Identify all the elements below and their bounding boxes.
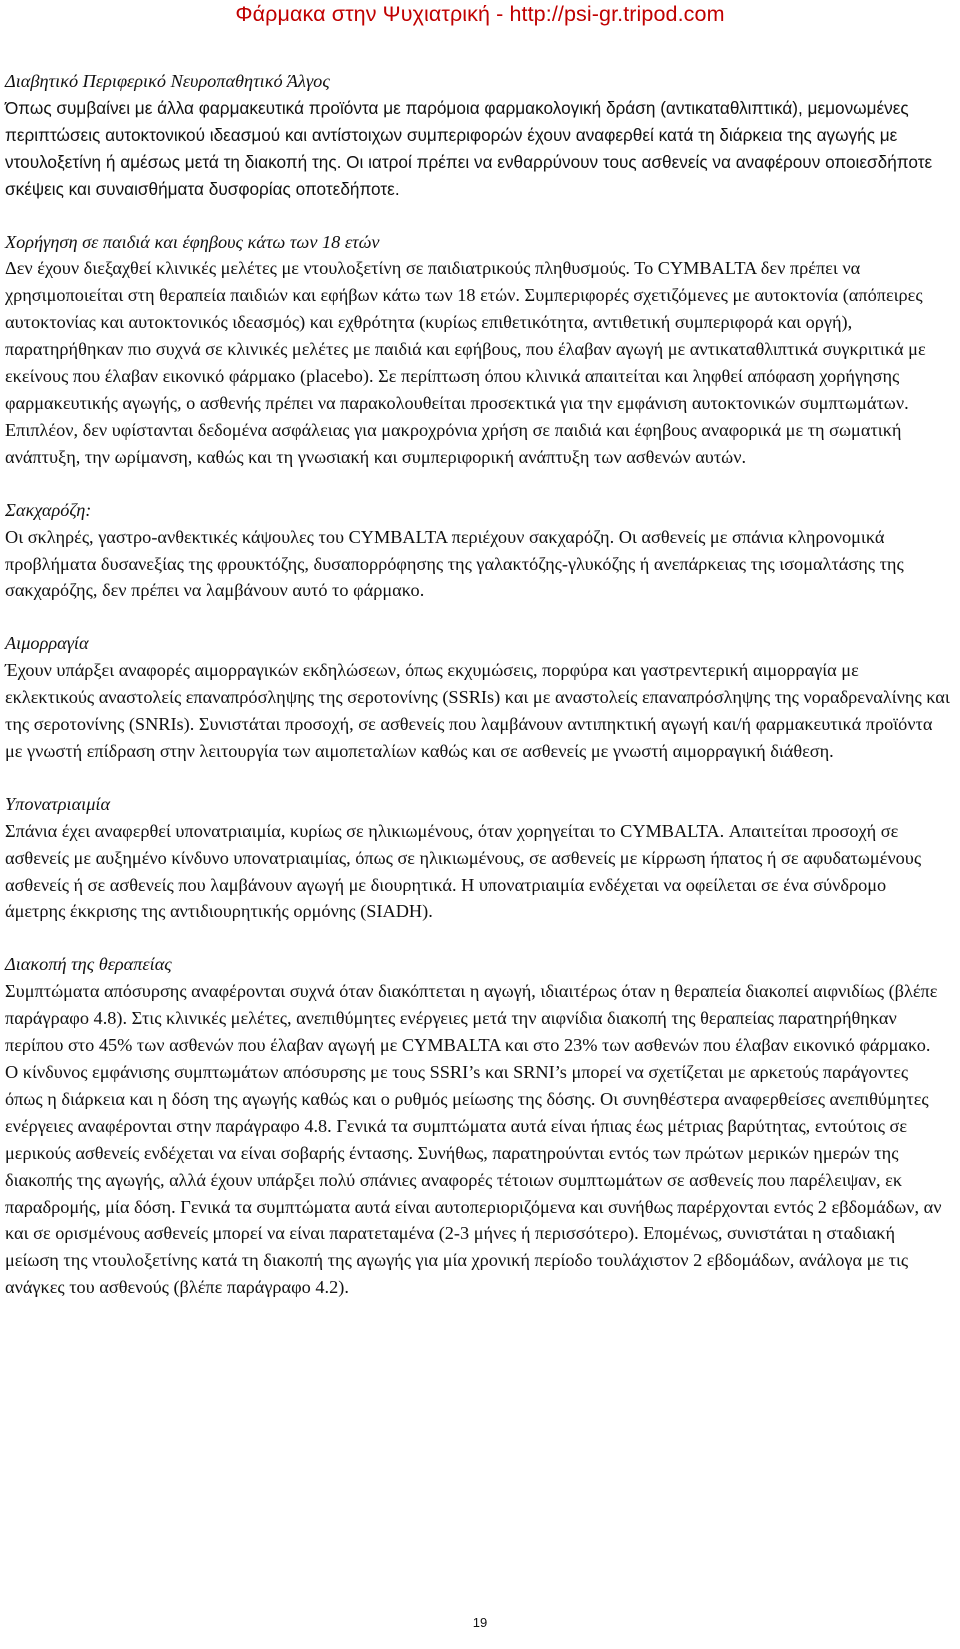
section-paragraph: Έχουν υπάρξει αναφορές αιμορραγικών εκδηλώσεων, όπως εκχυμώσεις, πορφύρα και γαστρεντερική αιμορραγία με εκλεκτικούς αναστολείς επαναπρόσληψης της σεροτονίνης (SSRIs) και με αναστολείς επαναπρόσληψης της νοραδρεναλίνης και της σεροτονίνης (SNRIs). Συνιστάται προσοχή, σε ασθενείς που λαμβάνουν αντιπηκτική αγωγή και/ή φαρμακευτικά προϊόντα με γνωστή επίδραση στην λειτουργία των αιμοπεταλίων καθώς και σε ασθενείς με γνωστή αιμορραγική διάθεση. [5,660,950,761]
section-paragraph-continued: Ο κίνδυνος εμφάνισης συμπτωμάτων απόσυρσης με τους SSRI’s και SRNI’s μπορεί να σχετίζεται με αρκετούς παράγοντες όπως η διάρκεια και η δόση της αγωγής καθώς και ο ρυθμός μείωσης της δόσης. Οι συνηθέστερα αναφερθείσες ανεπιθύμητες ενέργειες αναφέρονται στην παράγραφο 4.8. Γενικά τα συμπτώματα αυτά είναι ήπιας έως μέτριας βαρύτητας, εντούτοις σε μερικούς ασθενείς ενδέχεται να είναι σοβαρής έντασης. Συνήθως, παρατηρούνται εντός των πρώτων μερικών ημερών της διακοπής της αγωγής, αλλά έχουν υπάρξει πολύ σπάνιες αναφορές τέτοιων συμπτωμάτων σε ασθενείς που παρέλειψαν, εκ παραδρομής, μία δόση. Γενικά τα συμπτώματα αυτά είναι αυτοπεριοριζόμενα και συνήθως παρέρχονται εντός 2 εβδομάδων, αν και σε ορισμένους ασθενείς μπορεί να είναι παρατεταμένα (2-3 μήνες ή περισσότερο). Επομένως, συνιστάται η σταδιακή μείωση της ντουλοξετίνης κατά τη διακοπή της αγωγής για μία χρονική περίοδο τουλάχιστον 2 εβδομάδων, ανάλογα με τις ανάγκες του ασθενούς (βλέπε παράγραφο 4.2). [5,1062,942,1298]
site-header-link[interactable]: Φάρμακα στην Ψυχιατρική - http://psi-gr.tripod.com [235,2,725,26]
section-neuropathic-pain [5,68,950,203]
page-number: 19 [472,1615,488,1630]
section-title: Διαβητικό Περιφερικό Νευροπαθητικό Άλγος [5,71,330,91]
section-hyponatraemia [5,791,950,926]
section-sucrose [5,497,950,605]
section-paragraph: Οι σκληρές, γαστρο-ανθεκτικές κάψουλες του CYMBALTA περιέχουν σακχαρόζη. Οι ασθενείς με σπάνια κληρονομικά προβλήματα δυσανεξίας της φρουκτόζης, δυσαπορρόφησης της γαλακτόζης-γλυκόζης ή ανεπάρκειας της ισομαλτάσης της σακχαρόζης, δεν πρέπει να λαμβάνουν αυτό το φάρμακο. [5,526,904,601]
section-paragraph: Σπάνια έχει αναφερθεί υπονατριαιμία, κυρίως σε ηλικιωμένους, όταν χορηγείται το CYMBALTA. Απαιτείται προσοχή σε ασθενείς με αυξημένο κίνδυνο υπονατριαιμίας, όπως σε ηλικιωμένους, σε ασθενείς με κίρρωση ήπατος ή σε αφυδατωμένους ασθενείς ή σε ασθενείς που λαμβάνουν αγωγή με διουρητικά. Η υπονατριαιμία ενδέχεται να οφείλεται σε ένα σύνδρομο άμετρης έκκρισης της αντιδιουρητικής ορμόνης (SIADH). [5,820,922,922]
section-title: Χορήγηση σε παιδιά και έφηβους κάτω των 18 ετών [5,231,380,252]
section-haemorrhage [5,630,950,765]
section-paragraph: Όπως συμβαίνει με άλλα φαρμακευτικά προϊόντα με παρόμοια φαρμακολογική δράση (αντικαταθλιπτικά), μεμονωμένες περιπτώσεις αυτοκτονικού ιδεασμού και αντίστοιχων συμπεριφορών έχουν αναφερθεί κατά τη διάρκεια της αγωγής με ντουλοξετίνη ή αμέσως μετά τη διακοπή της. Οι ιατροί πρέπει να ενθαρρύνουν τους ασθενείς να αναφέρουν οποιεσδήποτε σκέψεις και συναισθήματα δυσφορίας οποτεδήποτε. [5,97,933,199]
section-pediatric-use [5,229,950,471]
section-discontinuation [5,951,950,1301]
document-body [5,68,950,1327]
section-title: Υπονατριαιμία [5,793,111,814]
section-title: Αιμορραγία [5,633,89,654]
section-paragraph: Δεν έχουν διεξαχθεί κλινικές μελέτες με ντουλοξετίνη σε παιδιατρικούς πληθυσμούς. Το CYMBALTA δεν πρέπει να χρησιμοποιείται στη θεραπεία παιδιών και εφήβων κάτω των 18 ετών. Συμπεριφορές σχετιζόμενες με αυτοκτονία (απόπειρες αυτοκτονίας και αυτοκτονικός ιδεασμός) και εχθρότητα (κυρίως επιθετικότητα, αντιθετική συμπεριφορά και οργή), παρατηρήθηκαν πιο συχνά σε κλινικές μελέτες με παιδιά και εφήβους, που έλαβαν αγωγή με αντικαταθλιπτικά συγκριτικά με εκείνους που έλαβαν εικονικό φάρμακο (placebo). Σε περίπτωση όπου κλινικά απαιτείται και ληφθεί απόφαση χορήγησης φαρμακευτικής αγωγής, ο ασθενής πρέπει να παρακολουθείται προσεκτικά για την εμφάνιση αυτοκτονικών συμπτωμάτων. Επιπλέον, δεν υφίστανται δεδομένα ασφάλειας για μακροχρόνια χρήση σε παιδιά και έφηβους αναφορικά με τη σωματική ανάπτυξη, την ωρίμανση, καθώς και τη γνωσιακή και συμπεριφορική ανάπτυξη των ασθενών αυτών. [5,258,926,467]
section-title: Σακχαρόζη: [5,499,92,520]
section-title: Διακοπή της θεραπείας [5,954,172,975]
section-paragraph: Συμπτώματα απόσυρσης αναφέρονται συχνά όταν διακόπτεται η αγωγή, ιδιαιτέρως όταν η θεραπεία διακοπεί αιφνιδίως (βλέπε παράγραφο 4.8). Στις κλινικές μελέτες, ανεπιθύμητες ενέργειες μετά την αιφνίδια διακοπή της θεραπείας παρατηρήθηκαν περίπου στο 45% των ασθενών που έλαβαν αγωγή με CYMBALTA και στο 23% των ασθενών που έλαβαν εικονικό φάρμακο. [5,981,938,1056]
